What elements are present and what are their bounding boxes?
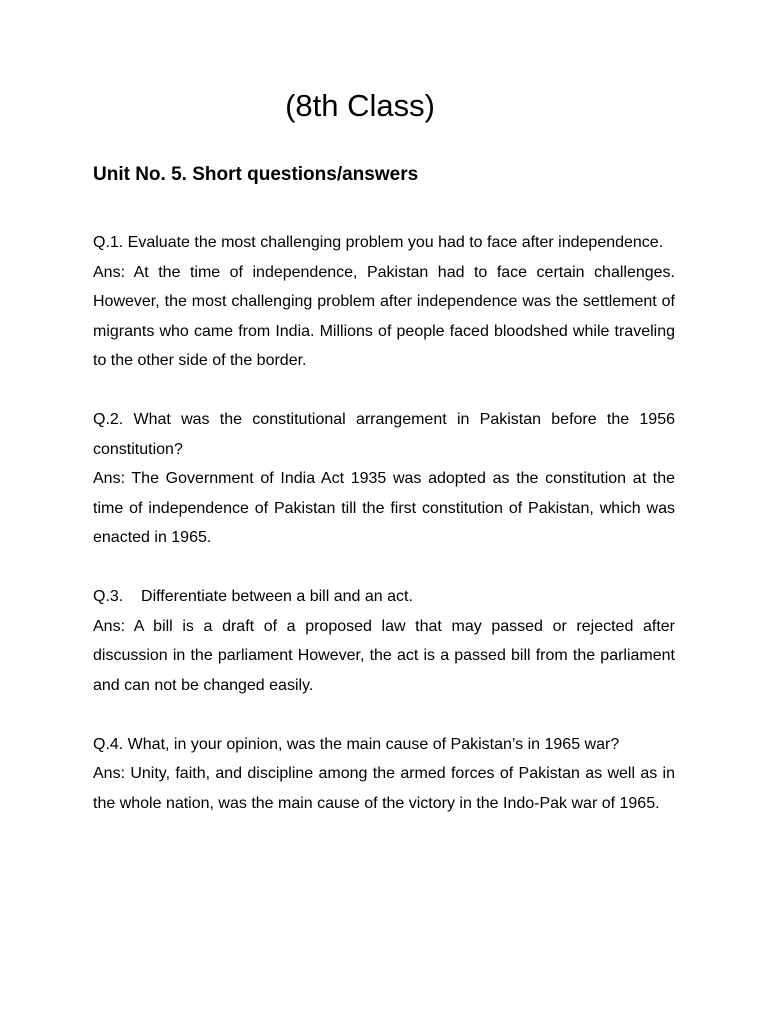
qa-item bbox=[93, 228, 675, 376]
document-title: (8th Class) bbox=[285, 88, 435, 123]
unit-heading: Unit No. 5. Short questions/answers bbox=[93, 164, 419, 185]
qa-item bbox=[93, 730, 675, 819]
answer-text: Ans: At the time of independence, Pakistan had to face certain challenges. However, the most challenging problem after independence was the settlement of migrants who came from India. Millions of people faced bloodshed while traveling to the other side of the border. bbox=[93, 263, 675, 369]
qa-list bbox=[93, 228, 675, 848]
answer-text: Ans: Unity, faith, and discipline among the armed forces of Pakistan as well as in the whole nation, was the main cause of the victory in the Indo-Pak war of 1965. bbox=[93, 765, 675, 812]
question-text: Q.2. What was the constitutional arrangement in Pakistan before the 1956 constitution? bbox=[93, 411, 675, 458]
question-text: Q.3. Differentiate between a bill and an act. bbox=[93, 588, 413, 605]
qa-item bbox=[93, 582, 675, 700]
qa-item bbox=[93, 405, 675, 553]
question-text: Q.1. Evaluate the most challenging problem you had to face after independence. bbox=[93, 234, 664, 251]
question-text: Q.4. What, in your opinion, was the main cause of Pakistan’s in 1965 war? bbox=[93, 735, 620, 753]
answer-text: Ans: The Government of India Act 1935 was adopted as the constitution at the time of independence of Pakistan till the first constitution of Pakistan, which was enacted in 1965. bbox=[93, 470, 675, 546]
answer-text: Ans: A bill is a draft of a proposed law that may passed or rejected after discussion in the parliament However, the act is a passed bill from the parliament and can not be changed easily. bbox=[93, 617, 675, 694]
